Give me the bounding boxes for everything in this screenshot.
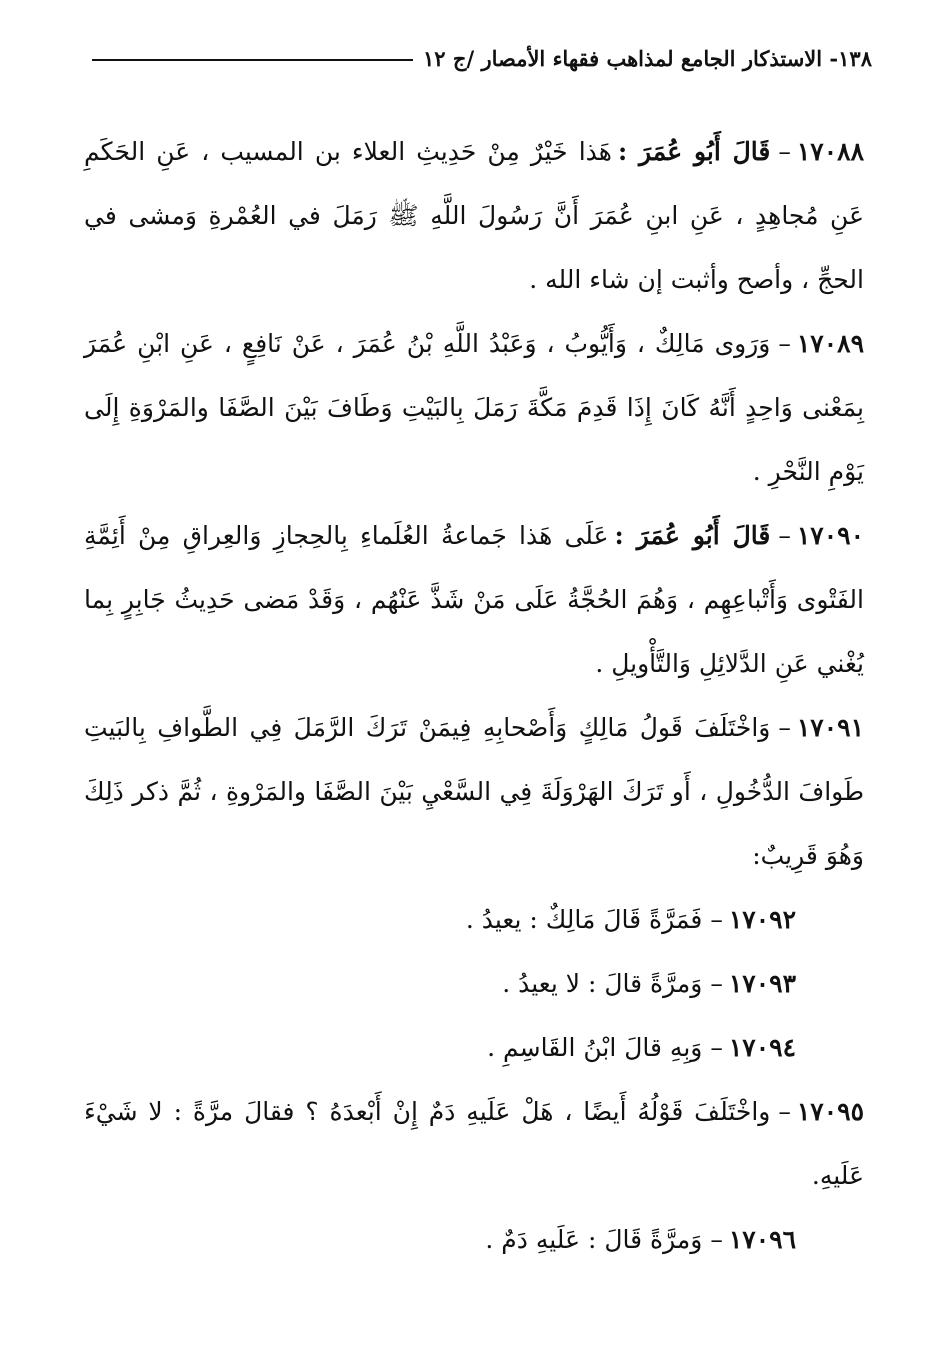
paragraph-17093 bbox=[84, 952, 864, 1016]
paragraph-17095 bbox=[84, 1080, 864, 1208]
header-rule bbox=[92, 59, 413, 61]
paragraph-number: ١٧٠٩٢ bbox=[728, 905, 796, 934]
paragraph-dash: – bbox=[778, 521, 791, 550]
paragraph-17090 bbox=[84, 504, 864, 696]
paragraph-number: ١٧٠٨٩ bbox=[796, 329, 864, 358]
paragraph-dash: – bbox=[710, 969, 723, 998]
paragraph-17091 bbox=[84, 696, 864, 888]
paragraph-dash: – bbox=[710, 1033, 723, 1062]
paragraph-17088 bbox=[84, 120, 864, 312]
paragraph-number: ١٧٠٩٦ bbox=[728, 1225, 796, 1254]
paragraph-text: وَرَوى مَالِكٌ ، وَأَيُّوبُ ، وَعَبْدُ اللَّهِ بْنُ عُمَرَ ، عَنْ نَافِعٍ ، عَنِ ابْنِ عُمَرَ بِمَعْنى وَاحِدٍ أَنَّهُ كَانَ إِذَا قَدِمَ مَكَّةَ رَمَلَ بِالبَيْتِ وَطَافَ بَيْنَ الصَّفَا والمَرْوَةِ إِلَى يَوْمِ النَّحْرِ . bbox=[84, 329, 864, 486]
paragraph-number: ١٧٠٨٨ bbox=[796, 137, 864, 166]
paragraph-text: وَمرَّةً قالَ : لا يعيدُ . bbox=[502, 969, 703, 998]
paragraph-text: عَلَى هَذا جَماعةُ العُلَماءِ بِالحِجازِ وَالعِراقِ مِنْ أَئِمَّةِ الفَتْوى وَأَتْباعِهِم ، وَهُمَ الحُجَّةُ عَلَى مَنْ شَذَّ عَنْهُم ، وَقَدْ مَضى حَدِيثُ جَابِرٍ بِما يُغْني عَنِ الدَّلائِلِ وَالتَّأْويلِ . bbox=[84, 521, 864, 678]
paragraph-number: ١٧٠٩٤ bbox=[728, 1033, 796, 1062]
paragraph-text: واخْتَلَفَ قَوْلُهُ أَيضًا ، هَلْ عَلَيهِ دَمٌ إِنْ أَبْعدَهُ ؟ فقالَ مرَّةً : لا شَيْءَ عَلَيهِ. bbox=[84, 1097, 864, 1190]
page-body bbox=[84, 120, 864, 1272]
paragraph-number: ١٧٠٩٣ bbox=[728, 969, 796, 998]
paragraph-17096 bbox=[84, 1208, 864, 1272]
paragraph-lead: قَالَ أَبُو عُمَرَ : bbox=[617, 137, 771, 166]
running-title: ١٣٨- الاستذكار الجامع لمذاهب فقهاء الأمصار /ج ١٢ bbox=[423, 45, 872, 71]
paragraph-text: وَمرَّةً قَالَ : عَلَيهِ دَمٌ . bbox=[485, 1225, 703, 1254]
paragraph-17094 bbox=[84, 1016, 864, 1080]
paragraph-dash: – bbox=[710, 1225, 723, 1254]
paragraph-lead: قَالَ أَبُو عُمَرَ : bbox=[614, 521, 771, 550]
paragraph-17092 bbox=[84, 888, 864, 952]
paragraph-number: ١٧٠٩٠ bbox=[796, 521, 865, 550]
paragraph-dash: – bbox=[710, 905, 723, 934]
paragraph-dash: – bbox=[778, 713, 791, 742]
paragraph-text: وَاخْتَلَفَ قَولُ مَالِكٍ وَأَصْحابِهِ فِيمَنْ تَرَكَ الرَّمَلَ فِي الطَّوافِ بِالبَيتِ طَوافَ الدُّخُولِ ، أَو تَرَكَ الهَرْوَلَةَ فِي السَّعْيِ بَيْنَ الصَّفَا والمَرْوةِ ، ثُمَّ ذكر ذَلِكَ وَهُوَ قَرِيبٌ: bbox=[84, 713, 864, 870]
paragraph-17089 bbox=[84, 312, 864, 504]
paragraph-number: ١٧٠٩٥ bbox=[796, 1097, 864, 1126]
paragraph-dash: – bbox=[778, 1097, 791, 1126]
paragraph-text: هَذا خَيْرٌ مِنْ حَدِيثِ العلاء بن المسيب ، عَنِ الحَكَمِ عَنِ مُجاهِدٍ ، عَنِ ابنِ عُمَرَ أَنَّ رَسُولَ اللَّهِ ﷺ رَمَلَ في العُمْرةِ وَمشى في الحجِّ ، وأصح وأثبت إن شاء الله . bbox=[84, 137, 864, 294]
paragraph-text: وَبِهِ قالَ ابْنُ القَاسِمِ . bbox=[487, 1033, 703, 1062]
paragraph-dash: – bbox=[778, 137, 791, 166]
page-header bbox=[92, 38, 872, 78]
paragraph-text: فَمَرَّةً قَالَ مَالِكٌ : يعيدُ . bbox=[465, 905, 703, 934]
paragraph-dash: – bbox=[778, 329, 791, 358]
paragraph-number: ١٧٠٩١ bbox=[796, 713, 864, 742]
